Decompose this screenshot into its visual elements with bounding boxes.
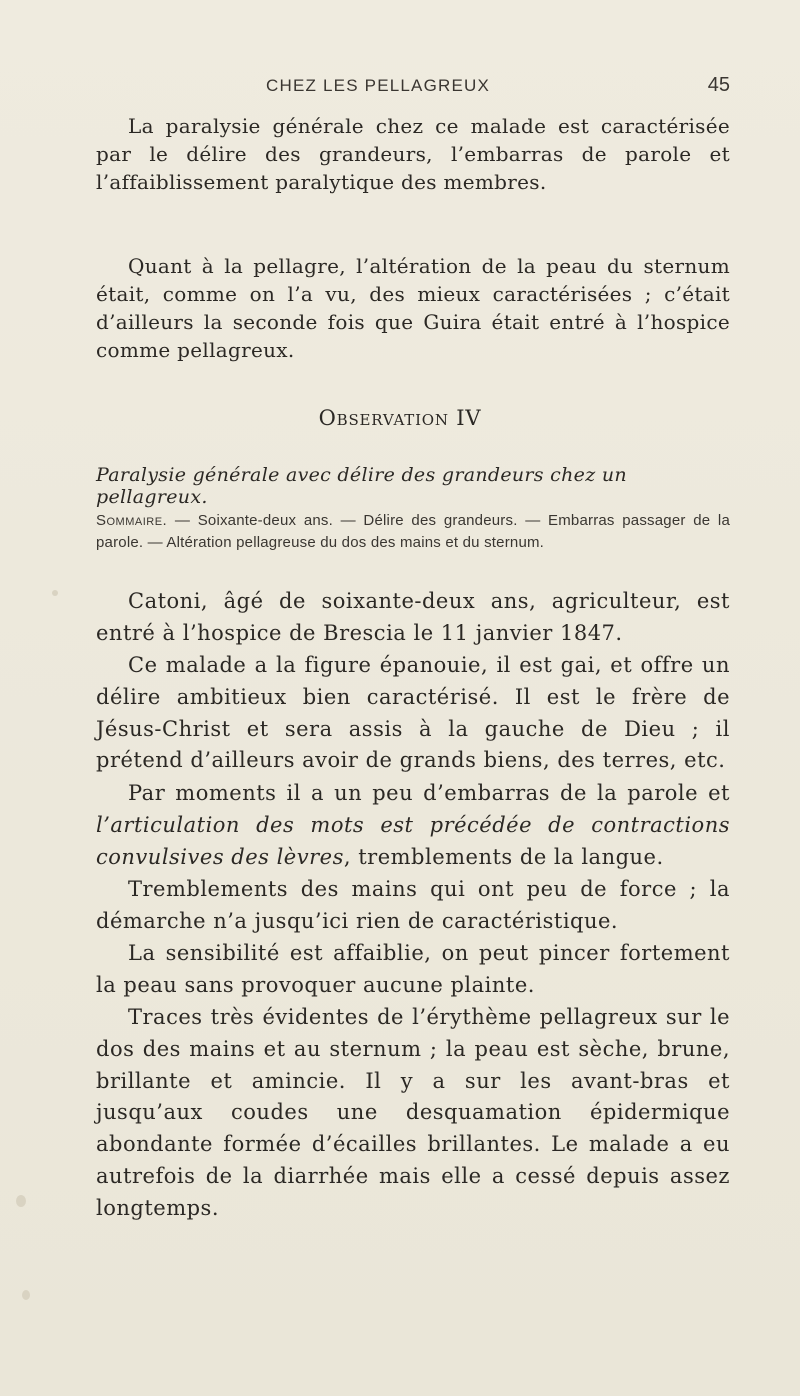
paper-spot [16,1195,26,1207]
body-paragraph-3-end: , tremblements de la langue. [343,844,664,869]
sommaire-text: — Soixante-deux ans. — Délire des grandeurs. — Embarras passager de la parole. — Altération pellagreuse du dos des mains et du sternum. [96,512,730,551]
paper-spot [22,1290,30,1300]
paper-spot [52,590,58,596]
body-paragraph-5: La sensibilité est affaiblie, on peut pincer fortement la peau sans provoquer aucune plainte. [96,941,730,997]
body-paragraph-3-start: Par moments il a un peu d’embarras de la parole et [128,781,730,805]
page-number: 45 [707,74,730,96]
observation-heading: Observation IV [318,406,482,430]
body-paragraph-6: Traces très évidentes de l’érythème pellagreux sur le dos des mains et au sternum ; la peau est sèche, brune, brillante et amincie. Il y a sur les avant-bras et jusqu’aux coudes une desquamation épidermique abondante formée d’écailles brillantes. Le malade a eu autrefois de la diarrhée mais elle a cessé depuis assez longtemps. [96,1005,730,1220]
observation-subtitle: Paralysie générale avec délire des grandeurs chez un pellagreux. [96,464,627,508]
running-head [96,76,730,100]
body-paragraph-2: Ce malade a la figure épanouie, il est gai, et offre un délire ambitieux bien caractérisé. Il est le frère de Jésus-Christ et sera assis à la gauche de Dieu ; il prétend d’ailleurs avoir de grands biens, des terres, etc. [96,653,730,773]
body-paragraph-3-italic: l’articulation des mots est précédée de contractions convulsives des lèvres [96,812,730,869]
body-paragraph-1: Catoni, âgé de soixante-deux ans, agriculteur, est entré à l’hospice de Brescia le 11 janvier 1847. [96,589,730,645]
intro-paragraph-1: La paralysie générale chez ce malade est caractérisée par le délire des grandeurs, l’embarras de parole et l’affaiblissement paralytique des membres. [96,114,730,194]
body-paragraph-3 [96,778,730,873]
running-title: CHEZ LES PELLAGREUX [266,76,491,95]
sommaire-label: Sommaire. [96,512,168,529]
intro-paragraph-2: Quant à la pellagre, l’altération de la peau du sternum était, comme on l’a vu, des mieux caractérisées ; c’était d’ailleurs la seconde fois que Guira était entré à l’hospice comme pellagreux. [96,254,730,362]
body-paragraph-4: Tremblements des mains qui ont peu de force ; la démarche n’a jusqu’ici rien de caractéristique. [96,877,730,933]
sommaire [96,510,730,554]
